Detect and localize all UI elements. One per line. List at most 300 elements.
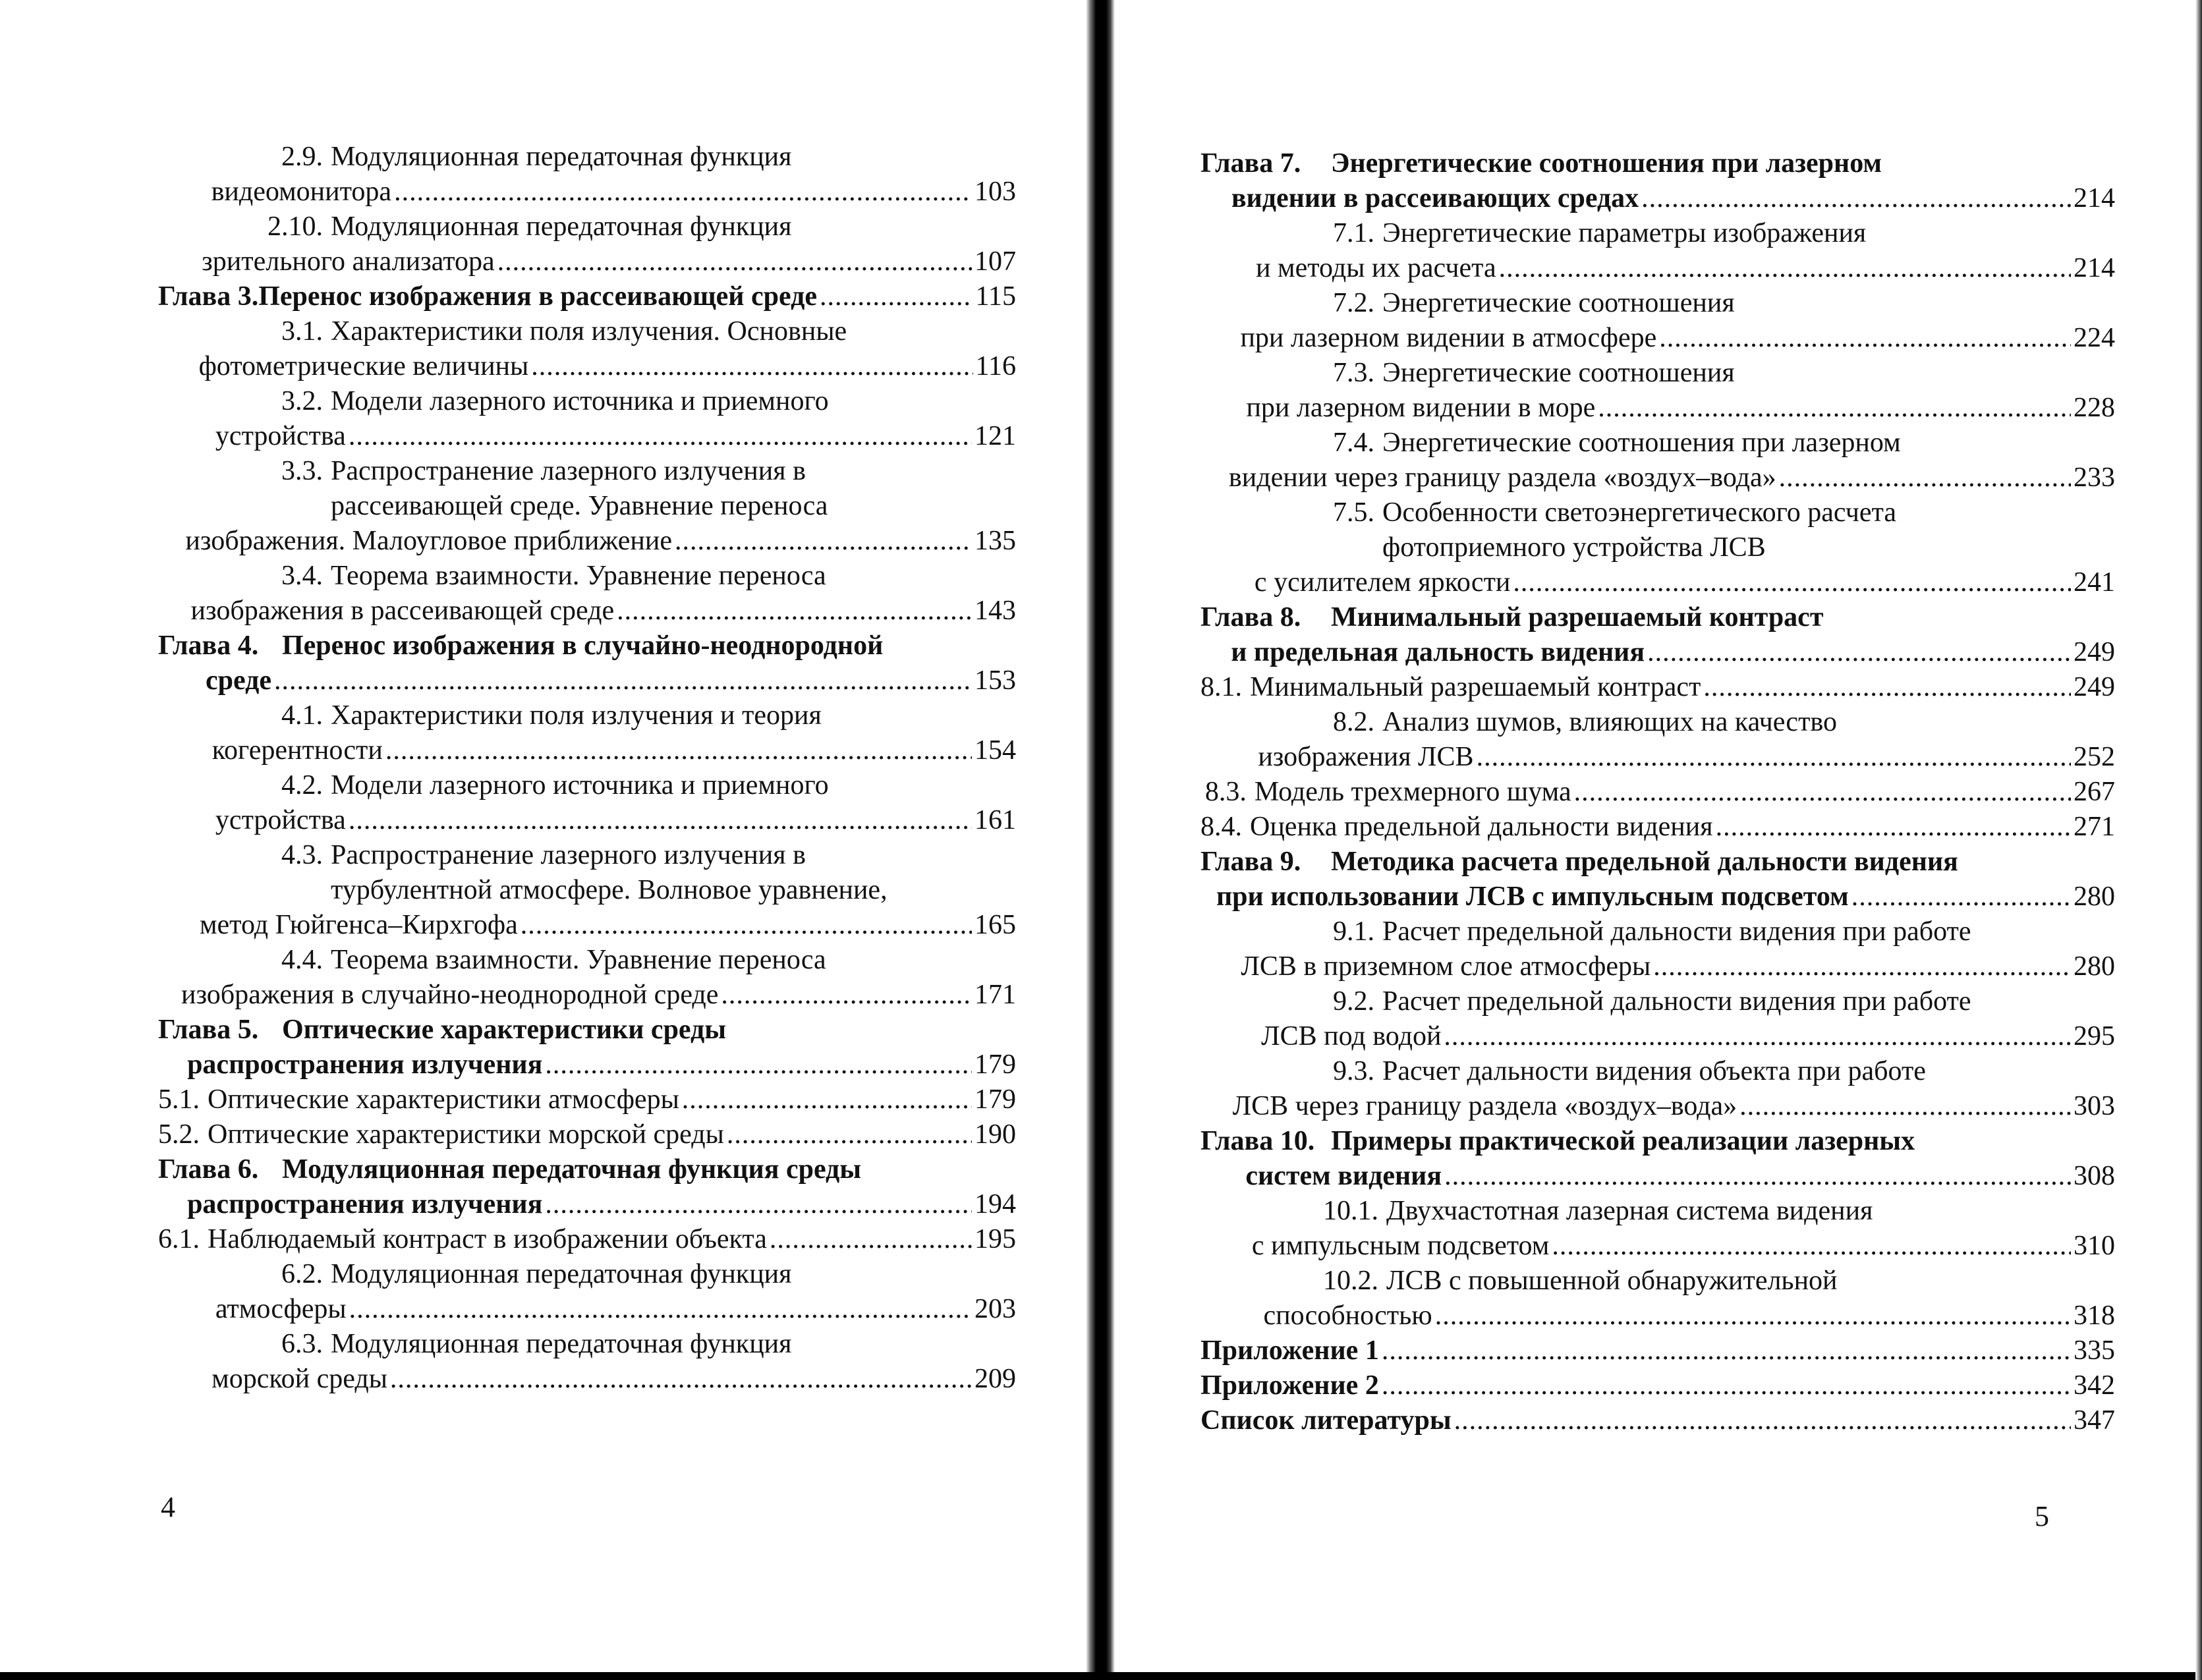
page-reference: 252: [2074, 742, 2115, 772]
table-of-contents-left: [158, 140, 1016, 1397]
dot-leader: [1574, 775, 2071, 810]
toc-line: [1200, 1124, 2115, 1159]
toc-line: [1200, 495, 2115, 530]
toc-line: [158, 698, 1016, 733]
toc-line: [158, 908, 1016, 943]
toc-line: [158, 1187, 1016, 1222]
toc-section: [1200, 495, 2115, 600]
toc-line: [1200, 600, 2115, 635]
page-reference: 179: [974, 1050, 1016, 1080]
toc-section: [158, 698, 1016, 768]
entry-title-text: Особенности светоэнергетического расчета: [1382, 497, 1896, 528]
entry-title-text: ЛСВ под водой: [1261, 1021, 1442, 1051]
toc-line: [158, 978, 1016, 1013]
section-number: 3.3.: [281, 456, 323, 486]
dot-leader: [1739, 1089, 2071, 1124]
appendix-label: Список литературы: [1200, 1405, 1452, 1436]
toc-line: [1200, 1019, 2115, 1054]
entry-title-text: Модуляционная передаточная функция: [331, 1329, 792, 1359]
page-reference: 335: [2074, 1335, 2115, 1366]
entry-title-text: систем видения: [1245, 1161, 1442, 1191]
toc-line: [158, 873, 1016, 908]
toc-chapter: [158, 629, 1016, 698]
dot-leader: [1779, 461, 2071, 495]
dot-leader: [545, 1187, 972, 1222]
toc-chapter: [1200, 845, 2115, 914]
toc-line: [1200, 1054, 2115, 1089]
toc-section: [1200, 775, 2115, 810]
entry-title-text: Модуляционная передаточная функция среды: [282, 1154, 862, 1185]
page-reference: 161: [974, 805, 1016, 835]
toc-section: [158, 1257, 1016, 1327]
book-gutter: [1086, 0, 1115, 1680]
toc-line: [158, 733, 1016, 768]
entry-title-text: видении через границу раздела «воздух–вода»: [1228, 462, 1776, 493]
toc-line: [1200, 670, 2115, 705]
section-number: 6.3.: [281, 1329, 323, 1359]
chapter-label: Глава 6.: [158, 1154, 259, 1185]
entry-title-text: Характеристики поля излучения. Основные: [331, 316, 847, 347]
entry-title-text: Теорема взаимности. Уравнение переноса: [331, 561, 826, 591]
entry-title-text: атмосферы: [215, 1294, 347, 1324]
toc-line: [158, 244, 1016, 279]
dot-leader: [1444, 1019, 2071, 1054]
entry-title-text: при лазерном видении в море: [1246, 393, 1596, 423]
section-number: 7.3.: [1333, 358, 1374, 388]
page-reference: 271: [2074, 812, 2115, 842]
toc-line: [158, 1257, 1016, 1292]
toc-section: [158, 314, 1016, 384]
scan-edge-bottom: [0, 1672, 2202, 1680]
toc-section: [158, 1082, 1016, 1117]
toc-line: [158, 663, 1016, 698]
dot-leader: [820, 279, 973, 314]
page-reference: 280: [2074, 882, 2115, 912]
toc-line: [1200, 1194, 2115, 1229]
entry-title-text: Примеры практической реализации лазерных: [1331, 1126, 1915, 1156]
toc-section: [158, 140, 1016, 210]
entry-title-text: Энергетические соотношения при лазерном: [1382, 428, 1901, 458]
dot-leader: [545, 1048, 972, 1082]
scan-edge-right: [2195, 0, 2202, 1680]
dot-leader: [1703, 670, 2071, 705]
entry-title-text: Расчет предельной дальности видения при работе: [1382, 916, 1971, 947]
toc-section: [1200, 286, 2115, 356]
left-page: [0, 0, 1086, 1680]
chapter-label: Глава 5.: [158, 1015, 259, 1045]
chapter-label: Глава 8.: [1200, 602, 1301, 632]
dot-leader: [1435, 1299, 2071, 1333]
dot-leader: [1647, 635, 2071, 670]
entry-title-text: при использовании ЛСВ с импульсным подсветом: [1216, 882, 1849, 912]
dot-leader: [1851, 880, 2071, 914]
chapter-label: Глава 7.: [1200, 148, 1301, 179]
toc-chapter: [158, 1152, 1016, 1222]
toc-line: [158, 1117, 1016, 1152]
toc-line: [1200, 845, 2115, 880]
page-number-right: 5: [2035, 1500, 2049, 1532]
section-number: 10.1.: [1323, 1196, 1378, 1226]
dot-leader: [521, 908, 972, 943]
page-reference: 347: [2074, 1405, 2115, 1436]
toc-line: [158, 838, 1016, 873]
page-reference: 303: [2074, 1091, 2115, 1121]
toc-line: [1200, 914, 2115, 949]
toc-section: [158, 943, 1016, 1013]
section-number: 7.1.: [1333, 218, 1374, 248]
toc-line: [1200, 880, 2115, 914]
section-number: 2.9.: [281, 142, 323, 172]
entry-title-text: видении в рассеивающих средах: [1231, 183, 1639, 213]
toc-appendix: [1200, 1333, 2115, 1368]
chapter-label: Глава 9.: [1200, 847, 1301, 877]
page-reference: 310: [2073, 1231, 2115, 1261]
page-reference: 194: [974, 1189, 1016, 1219]
dot-leader: [349, 803, 972, 838]
toc-line: [1200, 181, 2115, 216]
section-number: 5.1.: [158, 1084, 200, 1115]
dot-leader: [1454, 1403, 2071, 1438]
page-reference: 171: [974, 980, 1016, 1010]
toc-chapter: [1200, 600, 2115, 670]
entry-title-text: с импульсным подсветом: [1251, 1231, 1550, 1261]
chapter-label: Глава 3.: [158, 281, 259, 312]
toc-line: [1200, 216, 2115, 251]
toc-line: [1200, 949, 2115, 984]
dot-leader: [385, 733, 972, 768]
page-reference: 203: [974, 1294, 1016, 1324]
toc-appendix: [1200, 1403, 2115, 1438]
section-number: 4.4.: [281, 945, 323, 975]
entry-title-text: Оптические характеристики среды: [282, 1015, 727, 1045]
section-number: 2.10.: [268, 211, 323, 242]
entry-title-text: Минимальный разрешаемый контраст: [1331, 602, 1824, 632]
entry-title-text: видеомонитора: [211, 177, 392, 207]
toc-chapter: [158, 279, 1016, 314]
toc-line: [158, 629, 1016, 663]
entry-title-text: зрительного анализатора: [202, 246, 495, 277]
section-number: 9.1.: [1333, 916, 1374, 947]
toc-line: [1200, 740, 2115, 775]
toc-section: [158, 838, 1016, 943]
section-number: 7.5.: [1333, 497, 1374, 528]
entry-title-text: турбулентной атмосфере. Волновое уравнение,: [331, 875, 888, 905]
entry-title-text: изображения. Малоугловое приближение: [185, 526, 673, 556]
entry-title-text: устройства: [215, 421, 346, 451]
entry-title-text: Оценка предельной дальности видения: [1250, 812, 1713, 842]
entry-title-text: Энергетические параметры изображения: [1382, 218, 1867, 248]
toc-section: [1200, 810, 2115, 845]
entry-title-text: Перенос изображения в рассеивающей среде: [258, 281, 817, 312]
toc-section: [158, 210, 1016, 279]
dot-leader: [1382, 1368, 2071, 1403]
page-reference: 249: [2074, 672, 2115, 702]
dot-leader: [1444, 1159, 2071, 1194]
toc-line: [1200, 1089, 2115, 1124]
entry-title-text: Модели лазерного источника и приемного: [331, 770, 829, 800]
page-reference: 165: [974, 910, 1016, 940]
toc-line: [158, 279, 1016, 314]
entry-title-text: когерентности: [212, 735, 383, 766]
toc-section: [1200, 914, 2115, 984]
toc-chapter: [158, 1013, 1016, 1082]
toc-line: [158, 559, 1016, 594]
toc-section: [158, 1117, 1016, 1152]
entry-title-text: ЛСВ через границу раздела «воздух–вода»: [1232, 1091, 1737, 1121]
toc-section: [158, 384, 1016, 454]
section-number: 3.4.: [281, 561, 323, 591]
dot-leader: [1382, 1333, 2071, 1368]
appendix-label: Приложение 2: [1200, 1370, 1379, 1401]
toc-line: [158, 349, 1016, 384]
toc-section: [1200, 1194, 2115, 1264]
entry-title-text: Оптические характеристики атмосферы: [208, 1084, 679, 1115]
toc-line: [1200, 391, 2115, 426]
page-reference: 241: [2074, 567, 2115, 598]
entry-title-text: среде: [206, 665, 272, 696]
entry-title-text: Модуляционная передаточная функция: [331, 1259, 792, 1289]
table-of-contents-right: [1200, 146, 2115, 1438]
page-reference: 121: [974, 421, 1016, 451]
dot-leader: [770, 1222, 972, 1257]
toc-line: [158, 524, 1016, 559]
page-reference: 135: [974, 526, 1016, 556]
toc-line: [1200, 426, 2115, 461]
dot-leader: [349, 419, 972, 454]
toc-line: [1200, 705, 2115, 740]
toc-section: [158, 559, 1016, 629]
entry-title-text: устройства: [215, 805, 346, 835]
entry-title-text: изображения в случайно-неоднородной среде: [181, 980, 719, 1010]
toc-line: [1200, 356, 2115, 391]
toc-line: [1200, 1264, 2115, 1299]
section-number: 9.2.: [1333, 986, 1374, 1017]
page-reference: 318: [2074, 1301, 2115, 1331]
page-reference: 143: [974, 596, 1016, 626]
page-reference: 233: [2074, 462, 2115, 493]
toc-line: [1200, 530, 2115, 565]
section-number: 3.1.: [281, 316, 323, 347]
page-reference: 308: [2074, 1161, 2115, 1191]
entry-title-text: Распространение лазерного излучения в: [331, 456, 806, 486]
page-reference: 195: [974, 1224, 1016, 1254]
page-reference: 209: [974, 1364, 1016, 1394]
toc-line: [1200, 775, 2115, 810]
entry-title-text: распространения излучения: [187, 1189, 543, 1219]
dot-leader: [721, 978, 972, 1013]
entry-title-text: фотоприемного устройства ЛСВ: [1382, 532, 1766, 563]
toc-line: [1200, 461, 2115, 495]
entry-title-text: рассеивающей среде. Уравнение переноса: [331, 491, 828, 521]
entry-title-text: Наблюдаемый контраст в изображении объекта: [208, 1224, 767, 1254]
dot-leader: [390, 1362, 972, 1397]
dot-leader: [531, 349, 973, 384]
entry-title-text: Распространение лазерного излучения в: [331, 840, 806, 870]
toc-appendix: [1200, 1368, 2115, 1403]
section-number: 8.1.: [1200, 672, 1242, 702]
dot-leader: [1513, 565, 2071, 600]
toc-line: [1200, 286, 2115, 321]
page-reference: 214: [2074, 183, 2115, 213]
entry-title-text: Модуляционная передаточная функция: [331, 142, 792, 172]
toc-line: [158, 1327, 1016, 1362]
entry-title-text: Расчет дальности видения объекта при работе: [1382, 1056, 1926, 1086]
entry-title-text: способностью: [1263, 1301, 1432, 1331]
entry-title-text: Энергетические соотношения: [1382, 358, 1735, 388]
toc-line: [1200, 1403, 2115, 1438]
toc-section: [1200, 1264, 2115, 1333]
toc-section: [1200, 984, 2115, 1054]
entry-title-text: Модели лазерного источника и приемного: [331, 386, 829, 416]
toc-section: [158, 454, 1016, 559]
toc-section: [1200, 356, 2115, 426]
dot-leader: [1477, 740, 2071, 775]
toc-line: [1200, 984, 2115, 1019]
toc-line: [158, 943, 1016, 978]
entry-title-text: Расчет предельной дальности видения при работе: [1382, 986, 1971, 1017]
page-reference: 179: [974, 1084, 1016, 1115]
section-number: 9.3.: [1333, 1056, 1374, 1086]
toc-line: [158, 210, 1016, 244]
section-number: 7.2.: [1333, 288, 1374, 318]
toc-section: [158, 768, 1016, 838]
page-reference: 190: [974, 1119, 1016, 1150]
dot-leader: [1499, 251, 2071, 286]
dot-leader: [675, 524, 972, 559]
toc-line: [158, 1048, 1016, 1082]
entry-title-text: Энергетические соотношения: [1382, 288, 1735, 318]
page-number-left: 4: [161, 1491, 175, 1523]
page-reference: 295: [2074, 1021, 2115, 1051]
dot-leader: [1653, 949, 2071, 984]
dot-leader: [1598, 391, 2071, 426]
page-reference: 224: [2074, 323, 2115, 353]
dot-leader: [1552, 1229, 2071, 1264]
appendix-label: Приложение 1: [1200, 1335, 1379, 1366]
dot-leader: [682, 1082, 972, 1117]
page-reference: 267: [2074, 777, 2115, 807]
toc-line: [1200, 146, 2115, 181]
entry-title-text: метод Гюйгенса–Кирхгофа: [199, 910, 518, 940]
page-reference: 153: [974, 665, 1016, 696]
page-reference: 249: [2074, 637, 2115, 667]
toc-line: [158, 803, 1016, 838]
dot-leader: [727, 1117, 972, 1152]
chapter-label: Глава 4.: [158, 630, 259, 661]
chapter-label: Глава 10.: [1200, 1126, 1315, 1156]
toc-line: [158, 1362, 1016, 1397]
toc-line: [158, 1222, 1016, 1257]
page-reference: 154: [974, 735, 1016, 766]
toc-section: [1200, 670, 2115, 705]
toc-line: [158, 1292, 1016, 1327]
entry-title-text: морской среды: [212, 1364, 387, 1394]
section-number: 8.3.: [1204, 777, 1247, 807]
dot-leader: [497, 244, 972, 279]
toc-line: [1200, 1299, 2115, 1333]
toc-line: [1200, 251, 2115, 286]
entry-title-text: Характеристики поля излучения и теория: [331, 700, 822, 731]
dot-leader: [617, 594, 972, 629]
section-number: 10.2.: [1323, 1266, 1378, 1296]
dot-leader: [349, 1292, 972, 1327]
page-reference: 228: [2074, 393, 2115, 423]
toc-line: [158, 594, 1016, 629]
toc-line: [158, 314, 1016, 349]
entry-title-text: Двухчастотная лазерная система видения: [1386, 1196, 1873, 1226]
entry-title-text: Методика расчета предельной дальности видения: [1331, 847, 1958, 877]
toc-line: [158, 1013, 1016, 1048]
page-reference: 103: [974, 177, 1016, 207]
toc-section: [158, 1222, 1016, 1257]
toc-line: [158, 419, 1016, 454]
toc-line: [158, 140, 1016, 175]
toc-line: [1200, 321, 2115, 356]
page-reference: 107: [974, 246, 1016, 277]
toc-section: [1200, 705, 2115, 775]
toc-section: [1200, 1054, 2115, 1124]
page-reference: 115: [975, 281, 1016, 312]
toc-line: [1200, 565, 2115, 600]
toc-section: [1200, 426, 2115, 495]
section-number: 4.1.: [281, 700, 323, 731]
dot-leader: [394, 175, 972, 210]
toc-chapter: [1200, 146, 2115, 216]
toc-line: [1200, 1159, 2115, 1194]
toc-chapter: [1200, 1124, 2115, 1194]
toc-line: [158, 489, 1016, 524]
entry-title-text: Энергетические соотношения при лазерном: [1331, 148, 1882, 179]
page-reference: 280: [2074, 951, 2115, 982]
entry-title-text: Теорема взаимности. Уравнение переноса: [331, 945, 826, 975]
section-number: 3.2.: [281, 386, 323, 416]
entry-title-text: Анализ шумов, влияющих на качество: [1382, 707, 1837, 737]
toc-section: [158, 1327, 1016, 1397]
entry-title-text: фотометрические величины: [198, 351, 529, 381]
page-reference: 116: [975, 351, 1016, 381]
section-number: 4.2.: [281, 770, 323, 800]
entry-title-text: Модуляционная передаточная функция: [331, 211, 792, 242]
page-reference: 214: [2074, 253, 2115, 283]
section-number: 8.4.: [1200, 812, 1242, 842]
entry-title-text: ЛСВ в приземном слое атмосферы: [1241, 951, 1651, 982]
entry-title-text: и предельная дальность видения: [1231, 637, 1645, 667]
entry-title-text: и методы их расчета: [1256, 253, 1496, 283]
entry-title-text: распространения излучения: [187, 1050, 543, 1080]
dot-leader: [1659, 321, 2071, 356]
entry-title-text: Оптические характеристики морской среды: [208, 1119, 724, 1150]
toc-line: [158, 1152, 1016, 1187]
page-reference: 342: [2074, 1370, 2115, 1401]
section-number: 8.2.: [1333, 707, 1374, 737]
toc-line: [158, 384, 1016, 419]
dot-leader: [1716, 810, 2071, 845]
section-number: 6.1.: [158, 1224, 200, 1254]
entry-title-text: с усилителем яркости: [1254, 567, 1511, 598]
toc-line: [1200, 810, 2115, 845]
toc-line: [158, 454, 1016, 489]
toc-line: [158, 768, 1016, 803]
section-number: 7.4.: [1333, 428, 1374, 458]
entry-title-text: изображения ЛСВ: [1258, 742, 1474, 772]
entry-title-text: Модель трехмерного шума: [1254, 777, 1571, 807]
entry-title-text: при лазерном видении в атмосфере: [1240, 323, 1657, 353]
section-number: 4.3.: [281, 840, 323, 870]
toc-line: [1200, 635, 2115, 670]
right-page: [1115, 0, 2195, 1680]
entry-title-text: Перенос изображения в случайно-неоднородной: [282, 630, 884, 661]
toc-line: [1200, 1368, 2115, 1403]
